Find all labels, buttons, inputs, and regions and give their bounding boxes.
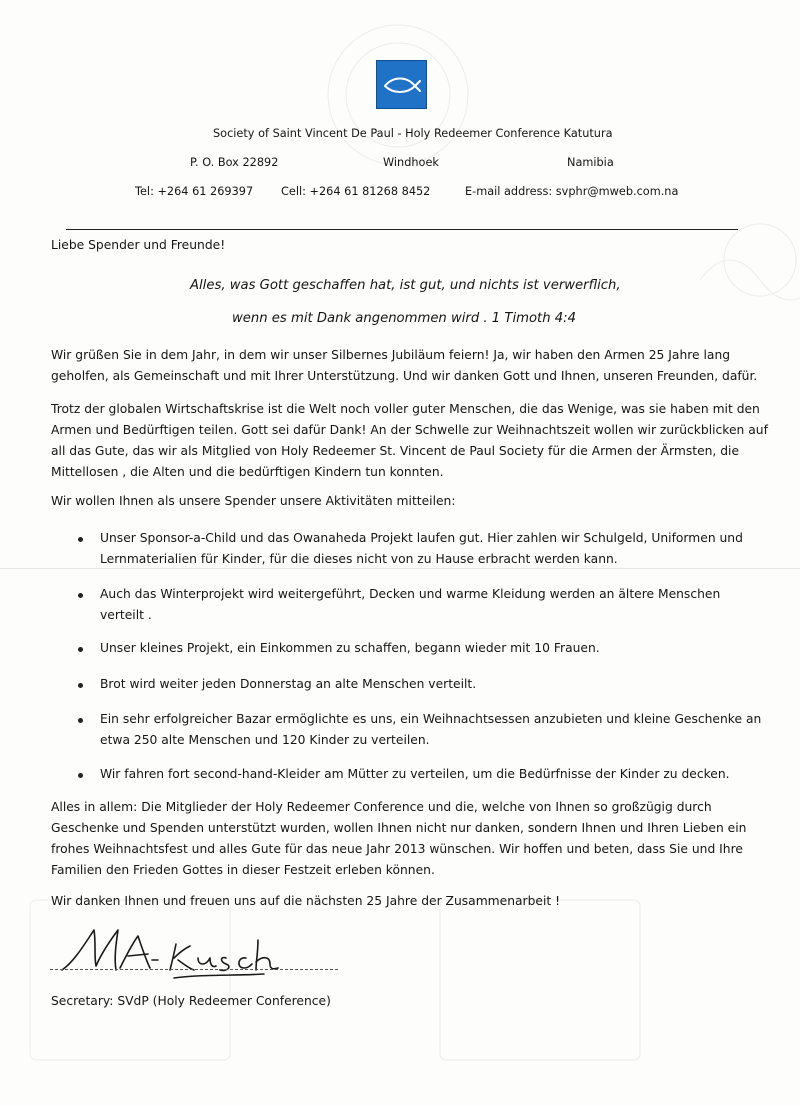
bullet-item-5-line: etwa 250 alte Menschen und 120 Kinder zu verteilen.	[100, 733, 430, 747]
handwritten-signature	[54, 922, 294, 984]
bullet-dot	[78, 683, 83, 688]
paragraph-2-line: Armen und Bedürftigen teilen. Gott sei dafür Dank! An der Schwelle zur Weihnachtszeit wollen wir zurückblicken auf	[51, 423, 768, 437]
paragraph-1-line: Wir grüßen Sie in dem Jahr, in dem wir unser Silbernes Jubiläum feiern! Ja, wir haben den Armen 25 Jahre lang	[51, 348, 731, 362]
bible-quote-line-1: Alles, was Gott geschaffen hat, ist gut, und nichts ist verwerflich,	[190, 278, 621, 293]
fish-icon	[377, 61, 426, 108]
paragraph-4-line: Alles in allem: Die Mitglieder der Holy Redeemer Conference und die, welche von Ihnen so großzügig durch	[51, 800, 712, 814]
signature-line	[50, 969, 338, 970]
po-box: P. O. Box 22892	[190, 156, 279, 169]
paragraph-4-line: Geschenke und Spenden unterstützt wurden, wollen Ihnen nicht nur danken, sondern Ihnen und Ihren Lieben ein	[51, 821, 747, 835]
bible-quote-line-2: wenn es mit Dank angenommen wird . 1 Timoth 4:4	[232, 311, 576, 326]
organization-name: Society of Saint Vincent De Paul - Holy Redeemer Conference Katutura	[213, 127, 613, 140]
telephone: Tel: +264 61 269397	[135, 185, 254, 198]
closing-line: Wir danken Ihnen und freuen uns auf die nächsten 25 Jahre der Zusammenarbeit !	[51, 894, 561, 908]
paragraph-2-line: Trotz der globalen Wirtschaftskrise ist die Welt noch voller guter Menschen, die das Wenige, was sie haben mit den	[51, 402, 760, 416]
bullet-item-3: Unser kleines Projekt, ein Einkommen zu schaffen, begann wieder mit 10 Frauen.	[100, 641, 600, 655]
bullet-dot	[78, 537, 83, 542]
paragraph-4-line: frohes Weihnachtsfest und alles Gute für das neue Jahr 2013 wünschen. Wir hoffen und beten, dass Sie und Ihre	[51, 842, 743, 856]
activities-intro: Wir wollen Ihnen als unsere Spender unsere Aktivitäten mitteilen:	[51, 494, 456, 508]
logo	[376, 60, 427, 109]
bullet-dot	[78, 718, 83, 723]
country: Namibia	[567, 156, 614, 169]
bullet-dot	[78, 647, 83, 652]
signatory-title: Secretary: SVdP (Holy Redeemer Conference)	[51, 994, 331, 1008]
bullet-item-1-line: Unser Sponsor-a-Child und das Owanaheda Projekt laufen gut. Hier zahlen wir Schulgeld, Uniformen und	[100, 531, 743, 545]
bullet-item-4: Brot wird weiter jeden Donnerstag an alte Menschen verteilt.	[100, 677, 477, 691]
paragraph-2-line: all das Gute, das wir als Mitglied von Holy Redeemer St. Vincent de Paul Society für die Armen der Ärmsten, die	[51, 444, 740, 458]
bullet-item-5-line: Ein sehr erfolgreicher Bazar ermöglichte es uns, ein Weihnachtsessen anzubieten und kleine Geschenke an	[100, 712, 762, 726]
bullet-dot	[78, 773, 83, 778]
header-divider	[66, 229, 738, 230]
paragraph-4-line: Familien den Frieden Gottes in dieser Festzeit erleben können.	[51, 863, 435, 877]
salutation: Liebe Spender und Freunde!	[51, 238, 226, 252]
city: Windhoek	[383, 156, 439, 169]
bullet-item-1-line: Lernmaterialien für Kinder, für die dieses nicht von zu Hause erbracht werden kann.	[100, 552, 618, 566]
bullet-item-2-line: Auch das Winterprojekt wird weitergeführt, Decken und warme Kleidung werden an ältere Menschen	[100, 587, 721, 601]
email-address: E-mail address: svphr@mweb.com.na	[465, 185, 679, 198]
cell-phone: Cell: +264 61 81268 8452	[281, 185, 431, 198]
paragraph-2-line: Mittellosen , die Alten und die bedürftigen Kindern tun konnten.	[51, 465, 444, 479]
bullet-item-6: Wir fahren fort second-hand-Kleider am Mütter zu verteilen, um die Bedürfnisse der Kinder zu decken.	[100, 767, 730, 781]
bullet-dot	[78, 593, 83, 598]
paragraph-1-line: geholfen, als Gemeinschaft und mit Ihrer Unterstützung. Und wir danken Gott und Ihnen, unseren Freunden, dafür.	[51, 369, 758, 383]
bullet-item-2-line: verteilt .	[100, 608, 152, 622]
